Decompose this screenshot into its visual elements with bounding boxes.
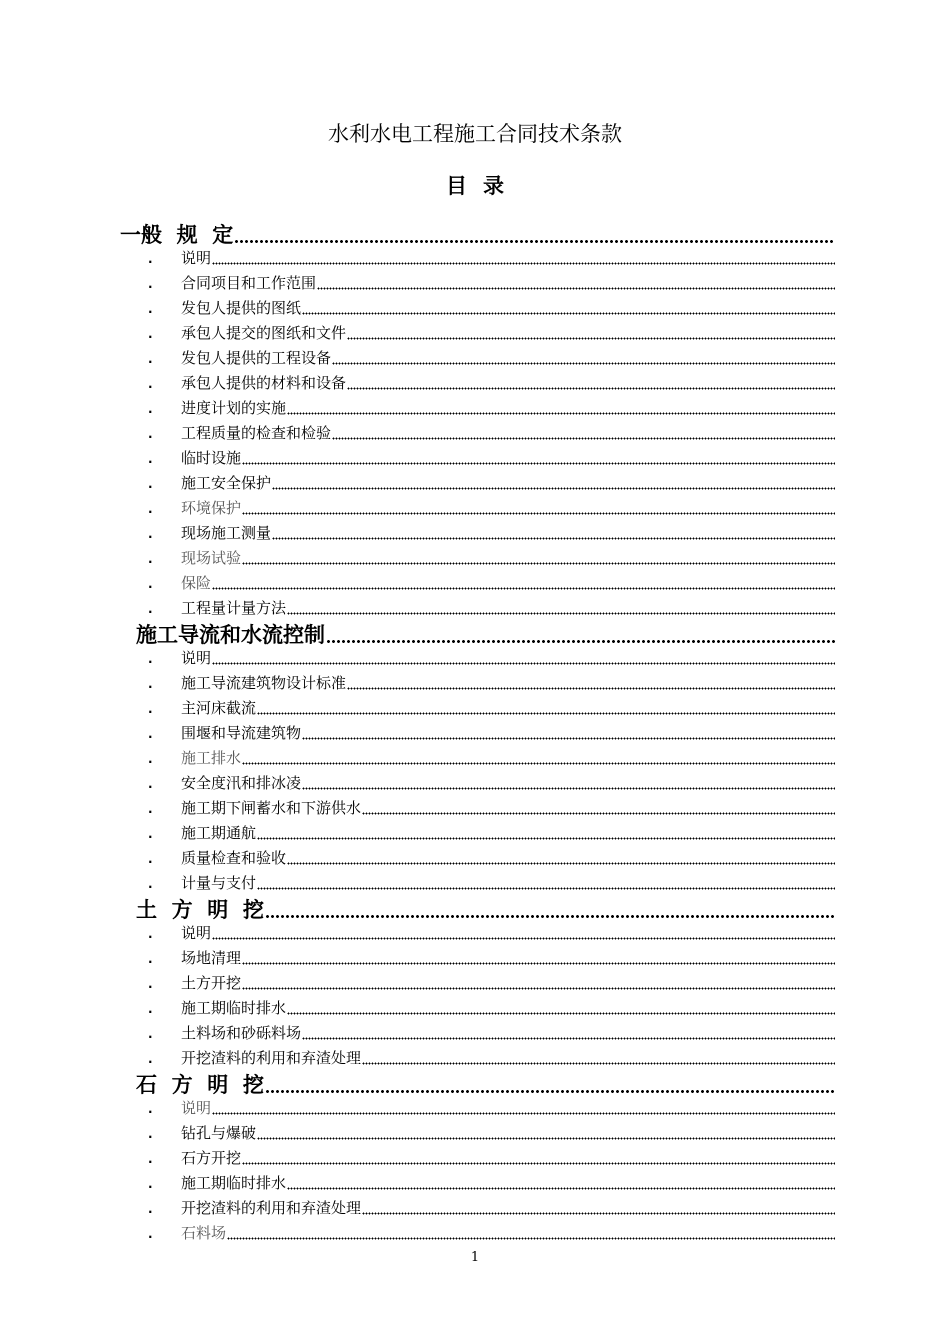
toc-bullet: . bbox=[148, 477, 153, 491]
toc-item-label: 场地清理 bbox=[181, 949, 242, 967]
toc-item-label: 石方开挖 bbox=[181, 1149, 242, 1167]
toc-item-label: 施工导流建筑物设计标准 bbox=[181, 674, 347, 692]
toc-item-label: 工程量计量方法 bbox=[181, 599, 287, 617]
dot-leader bbox=[212, 259, 835, 265]
toc-bullet: . bbox=[148, 577, 153, 591]
toc-bullet: . bbox=[148, 602, 153, 616]
dot-leader bbox=[332, 434, 835, 440]
toc-item-label: 计量与支付 bbox=[181, 874, 257, 892]
toc-item[interactable] bbox=[181, 548, 835, 568]
toc-item[interactable] bbox=[181, 998, 835, 1018]
toc-item-label: 进度计划的实施 bbox=[181, 399, 287, 417]
toc-item[interactable] bbox=[181, 1023, 835, 1043]
toc-item[interactable] bbox=[181, 473, 835, 493]
toc-bullet: . bbox=[148, 402, 153, 416]
dot-leader bbox=[302, 784, 835, 790]
toc-item-label: 施工期临时排水 bbox=[181, 1174, 287, 1192]
toc-item-label: 施工期临时排水 bbox=[181, 999, 287, 1017]
toc-item[interactable] bbox=[181, 573, 835, 593]
toc-bullet: . bbox=[148, 777, 153, 791]
toc-bullet: . bbox=[148, 502, 153, 516]
dot-leader bbox=[302, 734, 835, 740]
toc-item[interactable] bbox=[181, 598, 835, 618]
toc-bullet: . bbox=[148, 802, 153, 816]
toc-item-label: 围堰和导流建筑物 bbox=[181, 724, 302, 742]
dot-leader bbox=[242, 559, 835, 565]
dot-leader bbox=[302, 309, 835, 315]
toc-item-label: 发包人提供的工程设备 bbox=[181, 349, 332, 367]
toc-item[interactable] bbox=[181, 423, 835, 443]
toc-bullet: . bbox=[148, 1127, 153, 1141]
dot-leader bbox=[257, 1134, 835, 1140]
toc-item[interactable] bbox=[181, 1048, 835, 1068]
toc-section[interactable] bbox=[136, 1072, 835, 1098]
toc-item[interactable] bbox=[181, 498, 835, 518]
toc-item[interactable] bbox=[181, 873, 835, 893]
toc-item-label: 开挖渣料的利用和弃渣处理 bbox=[181, 1199, 362, 1217]
dot-leader bbox=[227, 1234, 835, 1240]
toc-item[interactable] bbox=[181, 1173, 835, 1193]
dot-leader bbox=[234, 236, 835, 244]
dot-leader bbox=[242, 509, 835, 515]
dot-leader bbox=[242, 759, 835, 765]
page-number: 1 bbox=[470, 1250, 480, 1265]
toc-bullet: . bbox=[148, 927, 153, 941]
toc-item[interactable] bbox=[181, 923, 835, 943]
toc-item-label: 施工排水 bbox=[181, 749, 242, 767]
toc-item-label: 保险 bbox=[181, 574, 212, 592]
dot-leader bbox=[347, 334, 835, 340]
toc-bullet: . bbox=[148, 852, 153, 866]
dot-leader bbox=[362, 1209, 835, 1215]
dot-leader bbox=[212, 934, 835, 940]
toc-item[interactable] bbox=[181, 373, 835, 393]
toc-item[interactable] bbox=[181, 748, 835, 768]
dot-leader bbox=[242, 1159, 835, 1165]
toc-bullet: . bbox=[148, 877, 153, 891]
toc-item-label: 现场试验 bbox=[181, 549, 242, 567]
toc-item-label: 现场施工测量 bbox=[181, 524, 272, 542]
toc-item[interactable] bbox=[181, 848, 835, 868]
toc-bullet: . bbox=[148, 977, 153, 991]
toc-bullet: . bbox=[148, 302, 153, 316]
toc-bullet: . bbox=[148, 652, 153, 666]
dot-leader bbox=[242, 984, 835, 990]
dot-leader bbox=[212, 659, 835, 665]
toc-item[interactable] bbox=[181, 973, 835, 993]
toc-bullet: . bbox=[148, 327, 153, 341]
dot-leader bbox=[257, 884, 835, 890]
toc-item-label: 说明 bbox=[181, 649, 212, 667]
toc-item[interactable] bbox=[181, 523, 835, 543]
dot-leader bbox=[332, 359, 835, 365]
dot-leader bbox=[242, 459, 835, 465]
toc-item[interactable] bbox=[181, 798, 835, 818]
toc-item[interactable] bbox=[181, 698, 835, 718]
toc-bullet: . bbox=[148, 752, 153, 766]
dot-leader bbox=[287, 409, 835, 415]
toc-bullet: . bbox=[148, 702, 153, 716]
toc-bullet: . bbox=[148, 1027, 153, 1041]
toc-item-label: 临时设施 bbox=[181, 449, 242, 467]
toc-item-label: 说明 bbox=[181, 924, 212, 942]
toc-bullet: . bbox=[148, 252, 153, 266]
toc-bullet: . bbox=[148, 1152, 153, 1166]
toc-bullet: . bbox=[148, 527, 153, 541]
dot-leader bbox=[257, 834, 835, 840]
toc-bullet: . bbox=[148, 1052, 153, 1066]
toc-item[interactable] bbox=[181, 948, 835, 968]
dot-leader bbox=[362, 1059, 835, 1065]
dot-leader bbox=[347, 384, 835, 390]
dot-leader bbox=[362, 809, 835, 815]
dot-leader bbox=[287, 1184, 835, 1190]
toc-item[interactable] bbox=[181, 1148, 835, 1168]
toc-item-label: 承包人提交的图纸和文件 bbox=[181, 324, 347, 342]
dot-leader bbox=[347, 684, 835, 690]
toc-item[interactable] bbox=[181, 298, 835, 318]
toc-bullet: . bbox=[148, 1002, 153, 1016]
toc-item-label: 土料场和砂砾料场 bbox=[181, 1024, 302, 1042]
toc-item-label: 土方开挖 bbox=[181, 974, 242, 992]
toc-bullet: . bbox=[148, 352, 153, 366]
document-title: 水利水电工程施工合同技术条款 bbox=[328, 122, 622, 146]
toc-bullet: . bbox=[148, 377, 153, 391]
toc-item[interactable] bbox=[181, 1123, 835, 1143]
toc-item[interactable] bbox=[181, 273, 835, 293]
dot-leader bbox=[212, 584, 835, 590]
toc-item-label: 开挖渣料的利用和弃渣处理 bbox=[181, 1049, 362, 1067]
toc-item-label: 工程质量的检查和检验 bbox=[181, 424, 332, 442]
toc-item-label: 施工期通航 bbox=[181, 824, 257, 842]
toc-item-label: 发包人提供的图纸 bbox=[181, 299, 302, 317]
dot-leader bbox=[265, 1086, 835, 1094]
toc-section-title: 施工导流和水流控制 bbox=[136, 623, 325, 647]
dot-leader bbox=[272, 484, 835, 490]
dot-leader bbox=[272, 534, 835, 540]
toc-item[interactable] bbox=[181, 348, 835, 368]
toc-section[interactable] bbox=[120, 222, 835, 248]
toc-item-label: 合同项目和工作范围 bbox=[181, 274, 317, 292]
dot-leader bbox=[302, 1034, 835, 1040]
toc-bullet: . bbox=[148, 827, 153, 841]
toc-item-label: 说明 bbox=[181, 1099, 212, 1117]
toc-section-title: 石 方 明 挖 bbox=[136, 1073, 264, 1097]
toc-section-title: 土 方 明 挖 bbox=[136, 898, 264, 922]
dot-leader bbox=[287, 859, 835, 865]
toc-bullet: . bbox=[148, 1202, 153, 1216]
toc-item[interactable] bbox=[181, 673, 835, 693]
toc-item-label: 主河床截流 bbox=[181, 699, 257, 717]
dot-leader bbox=[265, 911, 835, 919]
toc-item-label: 环境保护 bbox=[181, 499, 242, 517]
toc-bullet: . bbox=[148, 552, 153, 566]
dot-leader bbox=[257, 709, 835, 715]
toc-item[interactable] bbox=[181, 248, 835, 268]
dot-leader bbox=[287, 609, 835, 615]
toc-item-label: 石料场 bbox=[181, 1224, 227, 1242]
toc-item[interactable] bbox=[181, 1098, 835, 1118]
toc-bullet: . bbox=[148, 727, 153, 741]
toc-bullet: . bbox=[148, 1102, 153, 1116]
toc-bullet: . bbox=[148, 452, 153, 466]
toc-item-label: 承包人提供的材料和设备 bbox=[181, 374, 347, 392]
toc-bullet: . bbox=[148, 277, 153, 291]
toc-item[interactable] bbox=[181, 1223, 835, 1243]
toc-item[interactable] bbox=[181, 773, 835, 793]
toc-section-title: 一般 规 定 bbox=[120, 223, 234, 247]
toc-item-label: 安全度汛和排冰凌 bbox=[181, 774, 302, 792]
toc-item-label: 说明 bbox=[181, 249, 212, 267]
toc-item-label: 施工安全保护 bbox=[181, 474, 272, 492]
toc-item[interactable] bbox=[181, 1198, 835, 1218]
toc-section[interactable] bbox=[136, 622, 835, 648]
toc-bullet: . bbox=[148, 1177, 153, 1191]
toc-item[interactable] bbox=[181, 448, 835, 468]
dot-leader bbox=[242, 959, 835, 965]
toc-heading: 目录 bbox=[446, 174, 520, 198]
toc-bullet: . bbox=[148, 952, 153, 966]
toc-item[interactable] bbox=[181, 823, 835, 843]
toc-bullet: . bbox=[148, 677, 153, 691]
dot-leader bbox=[326, 636, 835, 644]
toc-item[interactable] bbox=[181, 398, 835, 418]
dot-leader bbox=[212, 1109, 835, 1115]
toc-bullet: . bbox=[148, 1227, 153, 1241]
toc-item-label: 质量检查和验收 bbox=[181, 849, 287, 867]
toc-item[interactable] bbox=[181, 648, 835, 668]
toc-item-label: 施工期下闸蓄水和下游供水 bbox=[181, 799, 362, 817]
toc-section[interactable] bbox=[136, 897, 835, 923]
toc-item[interactable] bbox=[181, 723, 835, 743]
toc-item[interactable] bbox=[181, 323, 835, 343]
toc-item-label: 钻孔与爆破 bbox=[181, 1124, 257, 1142]
dot-leader bbox=[317, 284, 835, 290]
dot-leader bbox=[287, 1009, 835, 1015]
toc-bullet: . bbox=[148, 427, 153, 441]
